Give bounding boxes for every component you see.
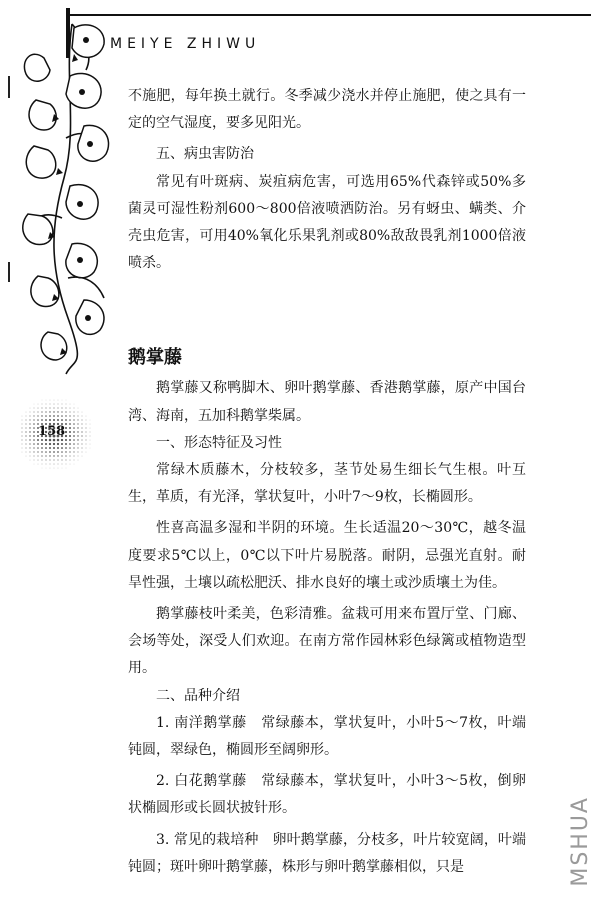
paragraph: 常绿木质藤木，分枝较多，茎节处易生细长气生根。叶互生，革质，有光泽，掌状复叶，小叶7～9枚，长椭圆形。 [128, 462, 526, 506]
paragraph: 性喜高温多湿和半阴的环境。生长适温20～30℃，越冬温度要求5℃以上，0℃以下叶片易脱落。耐阴，忌强光直射。耐旱性强，土壤以疏松肥沃、排水良好的壤土或沙质壤土为佳。 [128, 520, 526, 591]
paragraph: 鹅掌藤又称鸭脚木、卵叶鹅掌藤、香港鹅掌藤，原产中国台湾、海南，五加科鹅掌柴属。 [128, 380, 526, 424]
list-item: 2. 白花鹅掌藤 常绿藤本，掌状复叶，小叶3～5枚，倒卵状椭圆形或长圆状披针形。 [128, 773, 526, 817]
subheading: 五、病虫害防治 [156, 146, 254, 163]
list-item: 3. 常见的栽培种 卵叶鹅掌藤，分枝多，叶片较宽阔，叶端钝圆；斑叶卵叶鹅掌藤，株形与卵叶鹅掌藤相似，只是 [128, 831, 526, 875]
watermark: MSHUA [568, 796, 593, 887]
paragraph: 鹅掌藤枝叶柔美，色彩清雅。盆栽可用来布置厅堂、门廊、会场等处，深受人们欢迎。在南方常作园林彩色绿篱或植物造型用。 [128, 606, 526, 677]
paragraph: 常见有叶斑病、炭疽病危害，可选用65%代森锌或50%多菌灵可湿性粉剂600～800倍液喷洒防治。另有蚜虫、螨类、介壳虫危害，可用40%氧化乐果乳剂或80%敌敌畏乳剂1000倍液喷杀。 [128, 173, 526, 272]
text-column [128, 83, 526, 881]
running-head: MEIYE ZHIWU [110, 36, 261, 52]
list-item: 1. 南洋鹅掌藤 常绿藤本，掌状复叶，小叶5～7枚，叶端钝圆，翠绿色，椭圆形至阔卵形。 [128, 714, 526, 759]
subheading: 一、形态特征及习性 [156, 434, 282, 451]
floral-vine-illustration [14, 18, 118, 378]
scan-edge-mark [8, 262, 10, 282]
page-number: 158 [38, 424, 66, 439]
scan-edge-mark [8, 76, 10, 98]
page-number-badge [18, 394, 102, 472]
subheading: 二、品种介绍 [156, 687, 240, 704]
paragraph: 不施肥，每年换土就行。冬季减少浇水并停止施肥，使之具有一定的空气湿度，要多见阳光。 [128, 88, 526, 132]
section-title: 鹅掌藤 [128, 347, 182, 369]
header-rule [66, 14, 591, 16]
